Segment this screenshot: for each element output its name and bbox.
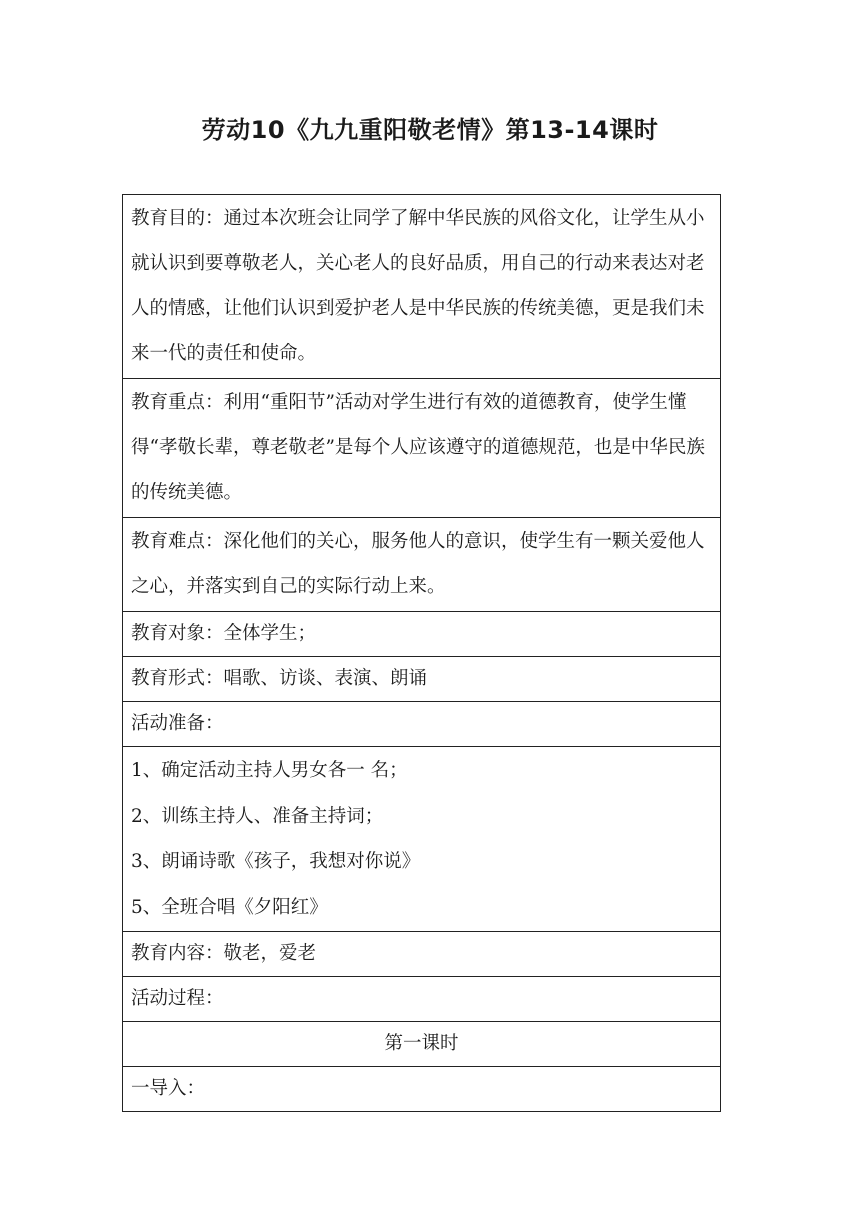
education-content-cell: 教育内容：敬老，爱老 bbox=[123, 932, 721, 977]
table-row bbox=[123, 702, 721, 747]
education-difficulty-cell: 教育难点：深化他们的关心，服务他人的意识，使学生有一颗关爱他人之心，并落实到自己的实际行动上来。 bbox=[123, 518, 721, 612]
lesson-one-heading-cell: 第一课时 bbox=[123, 1022, 721, 1067]
table-row bbox=[123, 518, 721, 612]
preparation-item: 2、训练主持人、准备主持词； bbox=[131, 805, 384, 827]
document-title: 劳动10《九九重阳敬老情》第13-14课时 bbox=[201, 116, 659, 144]
introduction-cell: 一导入： bbox=[123, 1067, 721, 1112]
table-row bbox=[123, 977, 721, 1022]
table-row bbox=[123, 1067, 721, 1112]
preparation-heading-cell: 活动准备： bbox=[123, 702, 721, 747]
table-row bbox=[123, 612, 721, 657]
education-goal-cell: 教育目的：通过本次班会让同学了解中华民族的风俗文化，让学生从小就认识到要尊敬老人，关心老人的良好品质，用自己的行动来表达对老人的情感，让他们认识到爱护老人是中华民族的传统美德，更是我们未来一代的责任和使命。 bbox=[123, 195, 721, 379]
table-row bbox=[123, 657, 721, 702]
education-audience-cell: 教育对象：全体学生； bbox=[123, 612, 721, 657]
table-row bbox=[123, 932, 721, 977]
lesson-plan-table bbox=[122, 194, 721, 1112]
table-row bbox=[123, 747, 721, 932]
education-key-point-cell: 教育重点：利用“重阳节”活动对学生进行有效的道德教育，使学生懂得“孝敬长辈，尊老敬老”是每个人应该遵守的道德规范，也是中华民族的传统美德。 bbox=[123, 379, 721, 518]
preparation-item: 1、确定活动主持人男女各一 名； bbox=[131, 760, 408, 781]
activity-process-cell: 活动过程： bbox=[123, 977, 721, 1022]
preparation-item: 3、朗诵诗歌《孩子，我想对你说》 bbox=[131, 851, 421, 872]
table-row bbox=[123, 1022, 721, 1067]
preparation-list-cell bbox=[123, 747, 721, 932]
education-form-cell: 教育形式：唱歌、访谈、表演、朗诵 bbox=[123, 657, 721, 702]
preparation-item: 5、全班合唱《夕阳红》 bbox=[131, 896, 328, 918]
table-row bbox=[123, 379, 721, 518]
table-row bbox=[123, 195, 721, 379]
